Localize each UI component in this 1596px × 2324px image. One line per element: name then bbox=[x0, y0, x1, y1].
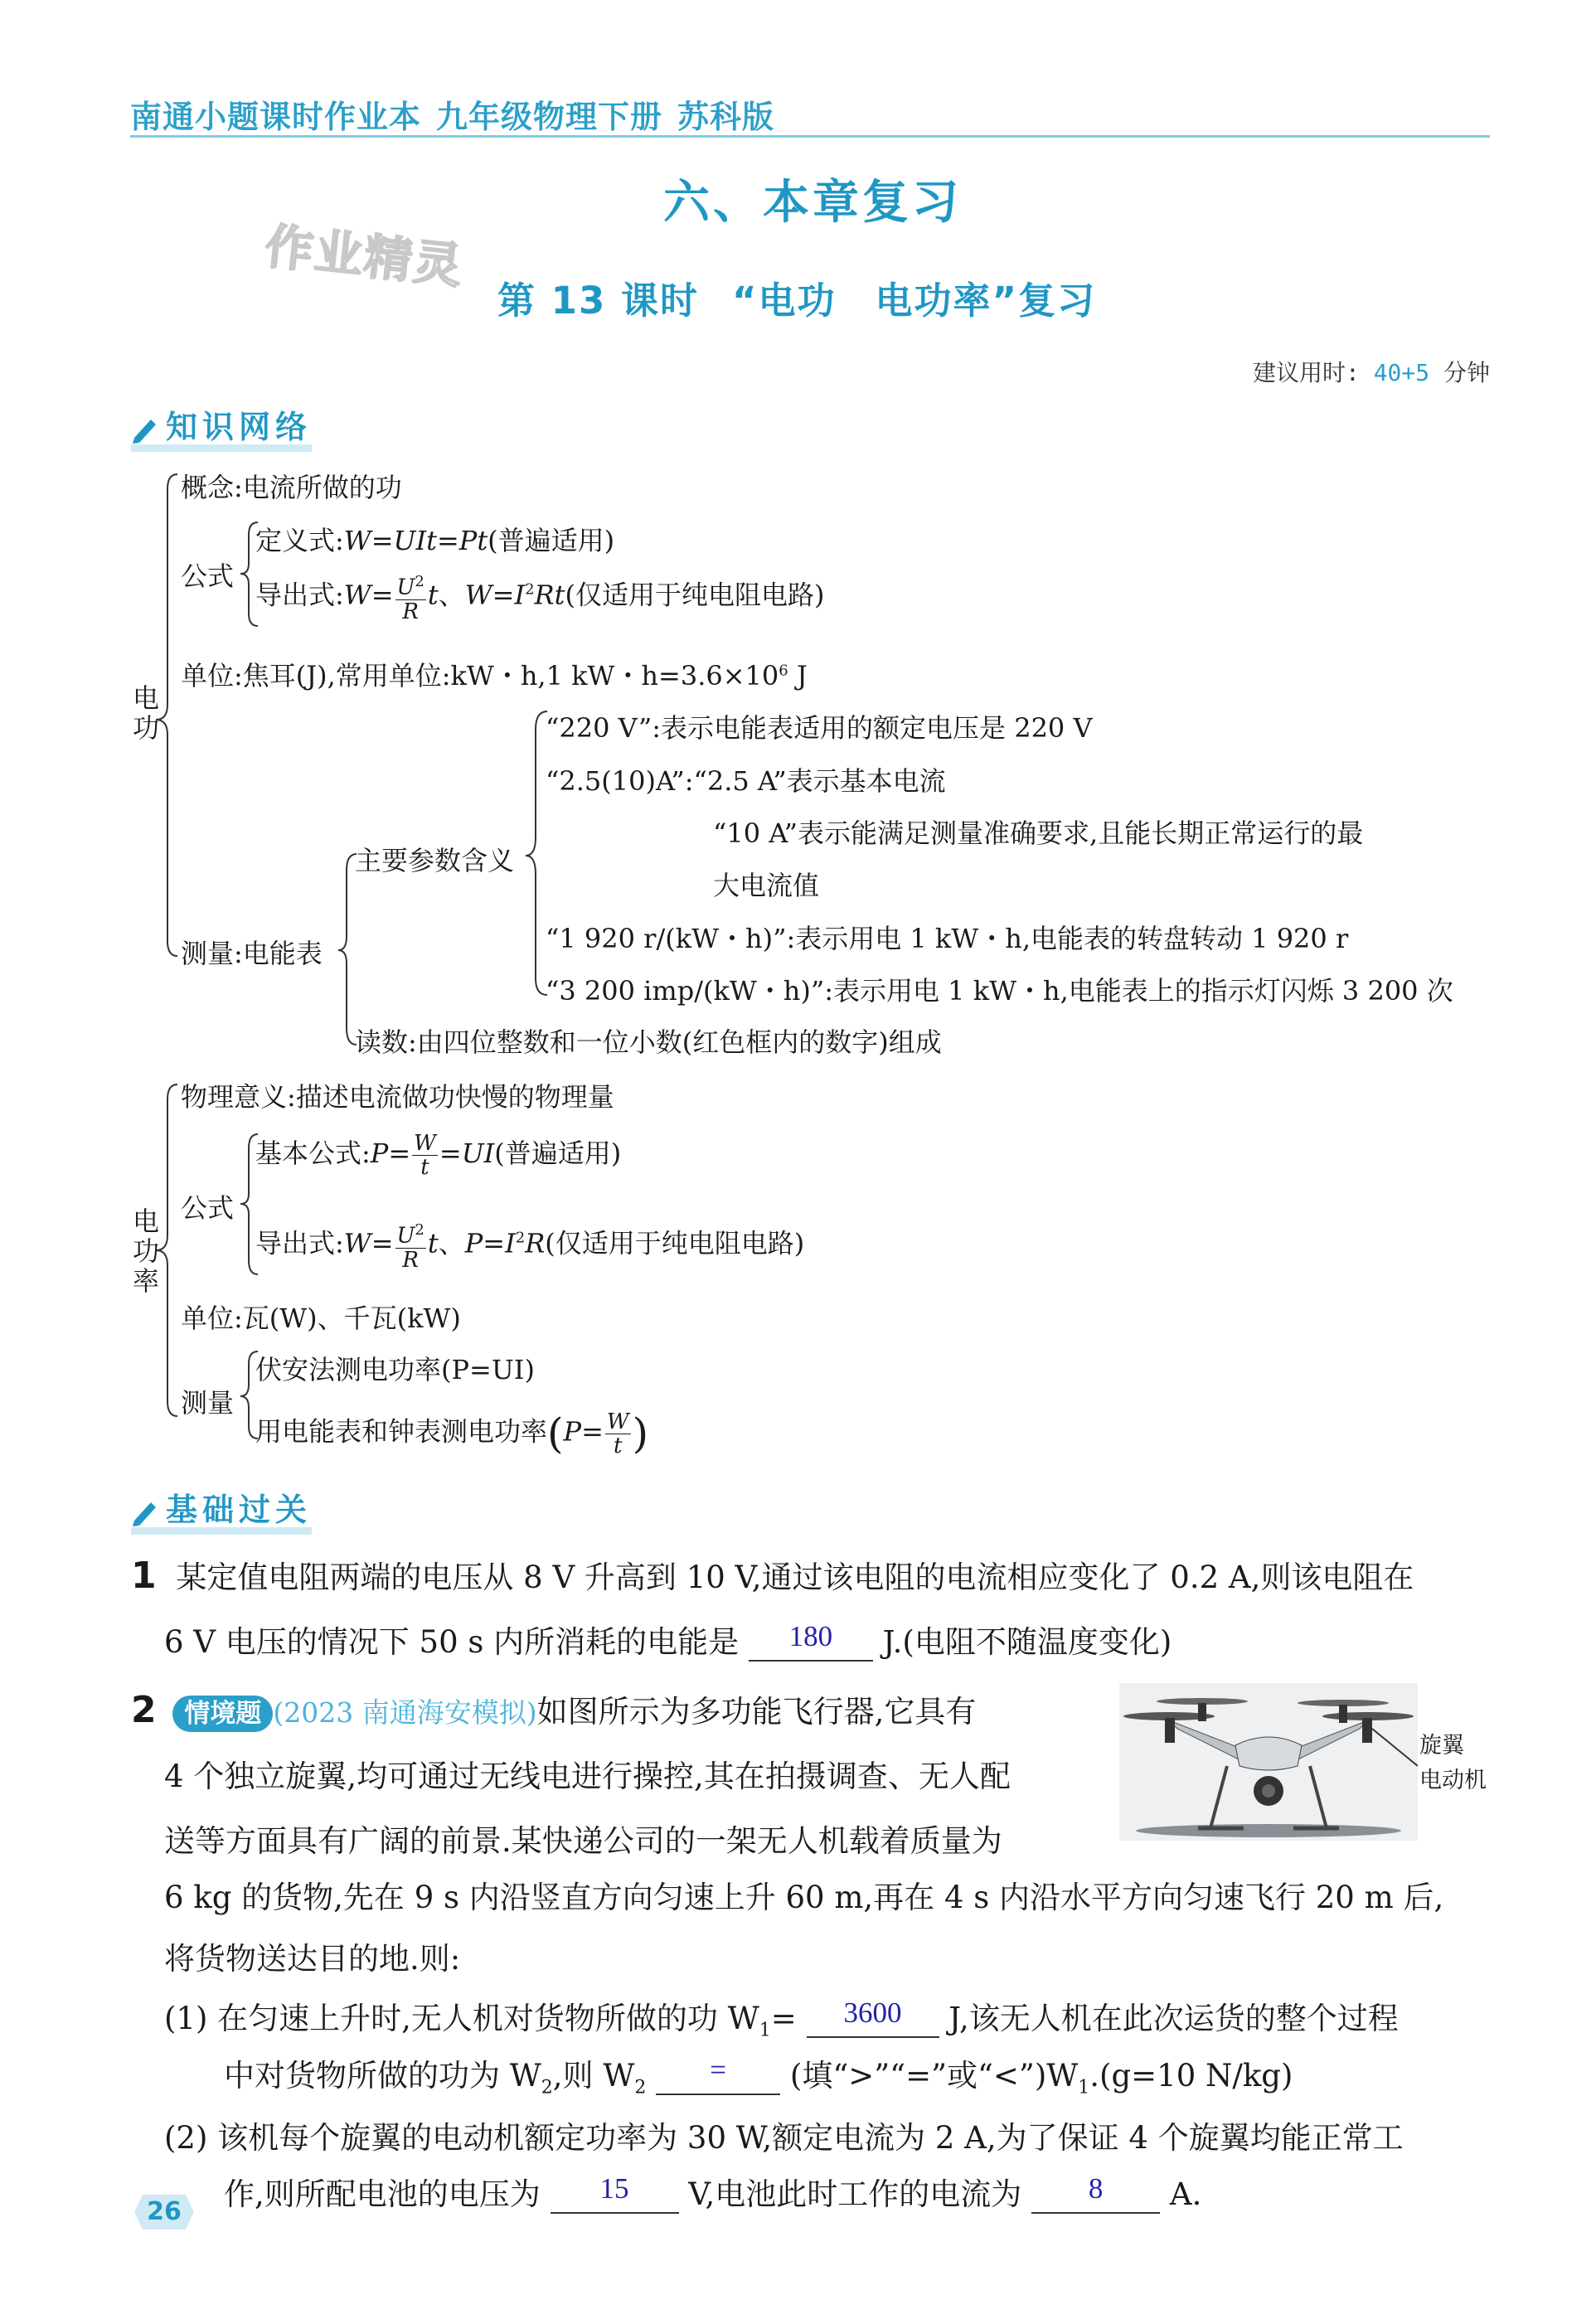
pencil-icon bbox=[131, 1497, 161, 1527]
edition-label: 苏科版 bbox=[677, 99, 775, 135]
question-2-line1: 2 情境题 (2023 南通海安模拟)如图所示为多功能飞行器,它具有 bbox=[131, 1689, 977, 1731]
fraction-u2-r-2: $\frac{U^2}{R}$ bbox=[395, 1219, 426, 1272]
tree-power-unit: 单位:瓦(W)、千瓦(kW) bbox=[181, 1303, 461, 1334]
param-3200imp: “3 200 imp/(kW・h)”:表示用电 1 kW・h,电能表上的指示灯闪烁 3 200 次 bbox=[546, 975, 1453, 1007]
book-title: 南通小题课时作业本 bbox=[130, 99, 422, 135]
page-number: 26 bbox=[147, 2197, 182, 2226]
fraction-w-t: $\frac{W}{t}$ bbox=[414, 1131, 436, 1180]
drone-image bbox=[1119, 1683, 1418, 1841]
measure-voltammeter: 伏安法测电功率(P=UI) bbox=[255, 1354, 535, 1385]
answer-blank-w1[interactable]: 3600 bbox=[807, 2003, 939, 2038]
time-unit: 分钟 bbox=[1443, 359, 1490, 386]
brace-work-measure bbox=[338, 854, 357, 1045]
grade-label: 九年级物理下册 bbox=[436, 99, 663, 135]
fraction-w-t-2: $\frac{W}{t}$ bbox=[606, 1409, 629, 1458]
answer-blank-current[interactable]: 8 bbox=[1031, 2179, 1160, 2214]
time-label: 建议用时: bbox=[1252, 359, 1360, 386]
question-1-line1: 1 某定值电阻两端的电压从 8 V 升高到 10 V,通过该电阻的电流相应变化了 0.2 A,则该电阻在 bbox=[131, 1555, 1414, 1597]
page-number-badge bbox=[134, 2195, 194, 2229]
section1-title: 知识网络 bbox=[166, 409, 313, 445]
question-2-part2-line2: 作,则所配电池的电压为 15 V,电池此时工作的电流为 8 A. bbox=[224, 2172, 1202, 2212]
param-10a-cont: 大电流值 bbox=[713, 870, 820, 901]
fraction-u2-r: $\frac{U^2}{R}$ bbox=[395, 570, 426, 623]
tree-work-reading: 读数:由四位整数和一位小数(红色框内的数字)组成 bbox=[355, 1026, 942, 1058]
tree-work-root: 电功 bbox=[132, 682, 159, 744]
tree-work-derived: 导出式:W= $\frac{U^2}{R}$ t、$W=I^2Rt$(仅适用于纯电阻电路) bbox=[255, 570, 824, 623]
tree-work-formula: 公式 bbox=[181, 560, 235, 592]
tree-work-params: 主要参数含义 bbox=[355, 845, 515, 876]
param-220v: “220 V”:表示电能表适用的额定电压是 220 V bbox=[546, 712, 1093, 744]
scenario-tag: 情境题 bbox=[172, 1696, 273, 1732]
question-2-line3: 送等方面具有广阔的前景.某快递公司的一架无人机载着质量为 bbox=[164, 1823, 1002, 1859]
answer-blank-voltage[interactable]: 15 bbox=[551, 2179, 679, 2214]
question-2-part1-line2: 中对货物所做的功为 $W_2$,则 $W_2$ = (填“>”“=”或“$<”)W_1.(g=10$ N/kg) bbox=[224, 2054, 1293, 2098]
tree-power-measure: 测量 bbox=[181, 1387, 235, 1419]
question-2-line5: 将货物送达目的地.则: bbox=[164, 1941, 461, 1977]
tree-power-formula: 公式 bbox=[181, 1192, 235, 1224]
question-1-line2: 6 V 电压的情况下 50 s 内所消耗的电能是 180 J.(电阻不随温度变化) bbox=[164, 1620, 1172, 1660]
tree-work-unit: 单位:焦耳(J),常用单位:kW・h,1 kW・$h=3.6\times 10^6$ J bbox=[181, 660, 808, 691]
label-rotor: 旋翼 bbox=[1419, 1733, 1464, 1759]
drone-figure bbox=[1119, 1683, 1501, 1841]
label-motor: 电动机 bbox=[1419, 1768, 1487, 1793]
question-2-part1-line1: (1) 在匀速上升时,无人机对货物所做的功 $W_1= 3600$ J,该无人机在此次运货的整个过程 bbox=[164, 1997, 1399, 2041]
question-2-part2-line1: (2) 该机每个旋翼的电动机额定功率为 30 W,额定电流为 2 A,为了保证 4 个旋翼均能正常工 bbox=[164, 2120, 1404, 2156]
question-source: (2023 南通海安模拟) bbox=[273, 1696, 537, 1729]
param-current: “2.5(10)A”:“2.5 A”表示基本电流 bbox=[546, 765, 946, 797]
section-basic-practice bbox=[131, 1484, 312, 1530]
question-2-line2: 4 个独立旋翼,均可通过无线电进行操控,其在拍摄调查、无人配 bbox=[164, 1759, 1011, 1794]
brace-params bbox=[526, 711, 547, 995]
tree-work-measure: 测量:电能表 bbox=[181, 938, 323, 969]
measure-meter-clock: 用电能表和钟表测电功率(P= $\frac{W}{t}$ ) bbox=[255, 1409, 649, 1458]
param-10a: “10 A”表示能满足测量准确要求,且能长期正常运行的最 bbox=[713, 818, 1364, 849]
drone-labels bbox=[1419, 1729, 1487, 1798]
question-2-line4: 6 kg 的货物,先在 9 s 内沿竖直方向匀速上升 60 m,再在 4 s 内沿水平方向匀速飞行 20 m 后, bbox=[164, 1880, 1444, 1915]
tree-power-root: 电功率 bbox=[132, 1206, 159, 1297]
answer-blank-q1[interactable]: 180 bbox=[749, 1627, 873, 1662]
tree-power-meaning: 物理意义:描述电流做功快慢的物理量 bbox=[181, 1081, 614, 1113]
watermark: 作业精灵 bbox=[262, 217, 467, 295]
tree-work-concept: 概念:电流所做的功 bbox=[181, 472, 402, 503]
question-number: 1 bbox=[131, 1555, 157, 1597]
param-1920r: “1 920 r/(kW・h)”:表示用电 1 kW・h,电能表的转盘转动 1 920 r bbox=[546, 923, 1349, 954]
tree-work-def: 定义式:W=UIt=Pt(普遍适用) bbox=[255, 525, 615, 556]
question-number: 2 bbox=[131, 1689, 157, 1731]
lesson-number: 第 13 课时 bbox=[497, 279, 699, 323]
tree-power-basic: 基本公式:P= $\frac{W}{t}$ =UI(普遍适用) bbox=[255, 1131, 622, 1180]
answer-blank-compare[interactable]: = bbox=[656, 2060, 780, 2095]
time-value: 40+5 bbox=[1373, 359, 1430, 386]
lesson-topic: “电功 电功率”复习 bbox=[731, 279, 1097, 323]
chapter-title: 六、本章复习 bbox=[663, 176, 962, 230]
tree-power-derived: 导出式:W= $\frac{U^2}{R}$ t、$P=I^2R$(仅适用于纯电阻电路) bbox=[255, 1219, 804, 1272]
section2-title: 基础过关 bbox=[166, 1492, 313, 1528]
